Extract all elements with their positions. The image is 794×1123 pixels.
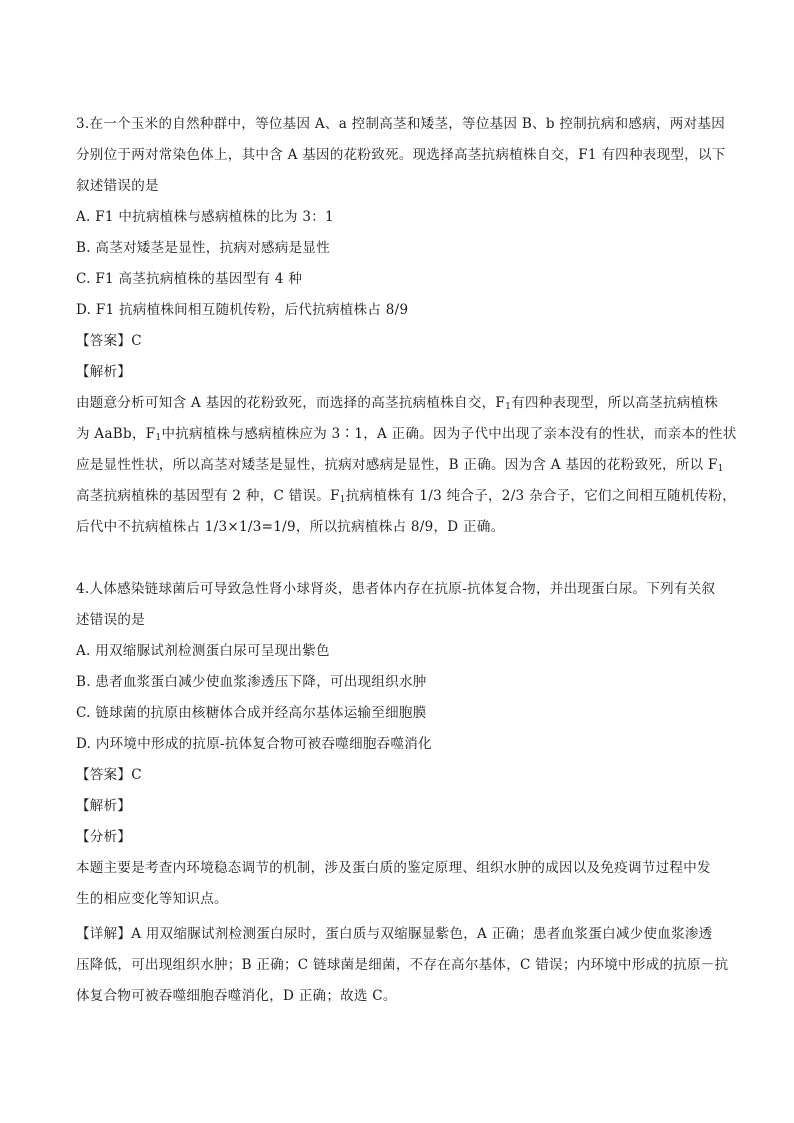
- q4-detail-line: 压降低，可出现组织水肿；B 正确；C 链球菌是细菌，不存在高尔基体，C 错误；内环境中形成的抗原－抗: [76, 957, 729, 973]
- q4-option-a: A. 用双缩脲试剂检测蛋白尿可呈现出紫色: [76, 643, 330, 659]
- q3-answer: 【答案】C: [76, 333, 142, 349]
- q4-fenxi-line: 本题主要是考查内环境稳态调节的机制，涉及蛋白质的鉴定原理、组织水肿的成因以及免疫调节过程中发: [76, 860, 711, 876]
- q3-explanation-line: 应是显性性状，所以高茎对矮茎是显性，抗病对感病是显性，B 正确。因为含 A 基因的花粉致死，所以 $F_1$: [76, 457, 724, 474]
- q4-option-b: B. 患者血浆蛋白减少使血浆渗透压下降，可出现组织水肿: [76, 674, 427, 690]
- q4-option-d: D. 内环境中形成的抗原-抗体复合物可被吞噬细胞吞噬消化: [76, 736, 432, 752]
- q4-stem-line: 述错误的是: [76, 612, 145, 628]
- q4-detail-line: 【详解】A 用双缩脲试剂检测蛋白尿时，蛋白质与双缩脲显紫色，A 正确；患者血浆蛋白减少使血浆渗透: [76, 926, 713, 942]
- q3-option-d: D. F1 抗病植株间相互随机传粉，后代抗病植株占 8/9: [76, 302, 409, 318]
- q4-answer: 【答案】C: [76, 767, 142, 783]
- q4-detail-line: 体复合物可被吞噬细胞吞噬消化，D 正确；故选 C。: [76, 988, 397, 1004]
- q3-explanation-line: 由题意分析可知含 A 基因的花粉致死，而选择的高茎抗病植株自交，$F_1$有四种表现型，所以高茎抗病植株: [76, 395, 719, 412]
- q3-option-a: A. F1 中抗病植株与感病植株的比为 3：1: [76, 209, 334, 225]
- q3-explanation-line: 为 AaBb，$F_1$中抗病植株与感病植株应为 3∶1，A 正确。因为子代中出现了亲本没有的性状，而亲本的性状: [76, 426, 737, 443]
- q3-explanation-line: 后代中不抗病植株占 1/3×1/3=1/9，所以抗病植株占 8/9，D 正确。: [76, 519, 505, 535]
- q4-analysis-label: 【解析】: [76, 798, 132, 814]
- q3-stem-line: 叙述错误的是: [76, 178, 159, 194]
- q4-fenxi-label: 【分析】: [76, 829, 132, 845]
- q4-fenxi-line: 生的相应变化等知识点。: [76, 891, 228, 907]
- q3-option-c: C. F1 高茎抗病植株的基因型有 4 种: [76, 271, 303, 287]
- q3-analysis-label: 【解析】: [76, 364, 132, 380]
- q3-option-b: B. 高茎对矮茎是显性，抗病对感病是显性: [76, 240, 331, 256]
- q4-option-c: C. 链球菌的抗原由核糖体合成并经高尔基体运输至细胞膜: [76, 705, 427, 721]
- q3-explanation-line: 高茎抗病植株的基因型有 2 种，C 错误。$F_1$抗病植株有 1/3 纯合子，2/3 杂合子，它们之间相互随机传粉，: [76, 488, 737, 505]
- q3-stem-line: 3.在一个玉米的自然种群中，等位基因 A、a 控制高茎和矮茎，等位基因 B、b 控制抗病和感病，两对基因: [76, 116, 726, 132]
- q4-stem-line: 4.人体感染链球菌后可导致急性肾小球肾炎，患者体内存在抗原-抗体复合物，并出现蛋白尿。下列有关叙: [76, 581, 716, 597]
- q3-stem-line: 分别位于两对常染色体上，其中含 A 基因的花粉致死。现选择高茎抗病植株自交，F1 有四种表现型，以下: [76, 147, 726, 163]
